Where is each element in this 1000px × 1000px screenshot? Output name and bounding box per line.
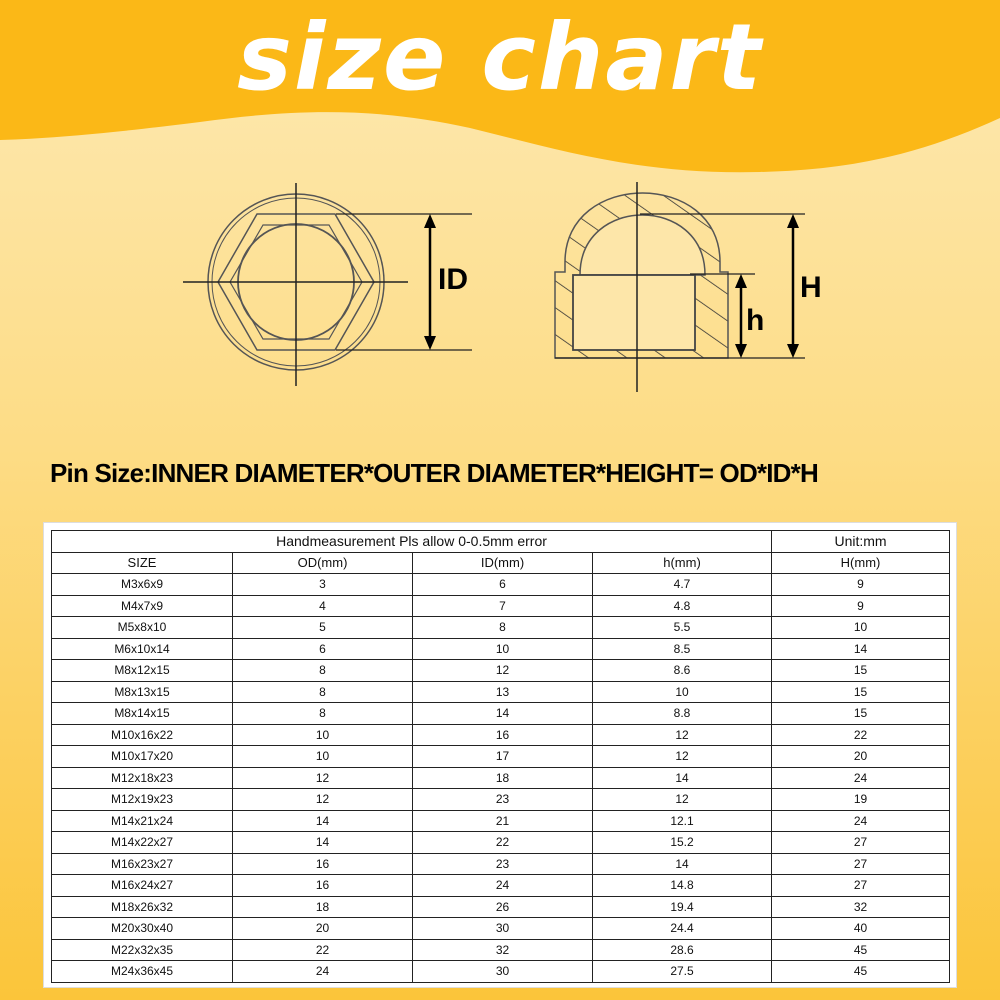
cell-h-small: 14 [593,853,772,875]
cell-id: 26 [413,896,593,918]
cell-id: 23 [413,789,593,811]
cell-h-small: 4.7 [593,574,772,596]
col-h-small: h(mm) [593,552,772,574]
cell-od: 16 [233,875,413,897]
cell-od: 5 [233,617,413,639]
cell-id: 12 [413,660,593,682]
col-size: SIZE [52,552,233,574]
cell-H-large: 45 [772,939,950,961]
cell-od: 10 [233,746,413,768]
cell-h-small: 8.6 [593,660,772,682]
table-row [52,703,950,725]
cell-h-small: 4.8 [593,595,772,617]
cell-H-large: 20 [772,746,950,768]
cell-h-small: 15.2 [593,832,772,854]
pin-size-heading: Pin Size:INNER DIAMETER*OUTER DIAMETER*HEIGHT= OD*ID*H [50,458,818,488]
banner [0,0,1000,200]
cell-h-small: 5.5 [593,617,772,639]
table-row [52,939,950,961]
cell-h-small: 12 [593,724,772,746]
cell-od: 8 [233,660,413,682]
cell-od: 18 [233,896,413,918]
cell-H-large: 32 [772,896,950,918]
cell-id: 16 [413,724,593,746]
cell-H-large: 14 [772,638,950,660]
cell-size: M10x16x22 [52,724,233,746]
table-row [52,660,950,682]
table-row [52,896,950,918]
cell-H-large: 27 [772,853,950,875]
top-view [183,183,472,386]
table-row [52,961,950,983]
cell-h-small: 14 [593,767,772,789]
table-row [52,875,950,897]
cell-od: 14 [233,832,413,854]
cell-size: M22x32x35 [52,939,233,961]
cell-od: 24 [233,961,413,983]
cell-size: M8x12x15 [52,660,233,682]
cell-H-large: 15 [772,660,950,682]
cell-H-large: 40 [772,918,950,940]
cell-h-small: 12 [593,746,772,768]
table-row [52,724,950,746]
table-row [52,918,950,940]
table-row [52,746,950,768]
cell-H-large: 9 [772,595,950,617]
cell-size: M8x13x15 [52,681,233,703]
cell-H-large: 9 [772,574,950,596]
cell-size: M10x17x20 [52,746,233,768]
cell-od: 10 [233,724,413,746]
cell-h-small: 27.5 [593,961,772,983]
cell-H-large: 27 [772,875,950,897]
cell-size: M16x24x27 [52,875,233,897]
cell-size: M16x23x27 [52,853,233,875]
cell-id: 22 [413,832,593,854]
cell-H-large: 15 [772,681,950,703]
cell-od: 6 [233,638,413,660]
cell-H-large: 45 [772,961,950,983]
cell-id: 10 [413,638,593,660]
cell-id: 21 [413,810,593,832]
table-row [52,767,950,789]
cell-id: 6 [413,574,593,596]
table-row [52,574,950,596]
col-id: ID(mm) [413,552,593,574]
cell-h-small: 24.4 [593,918,772,940]
cell-od: 4 [233,595,413,617]
cell-size: M20x30x40 [52,918,233,940]
cell-h-small: 8.5 [593,638,772,660]
table-header-row [52,552,950,574]
cell-H-large: 10 [772,617,950,639]
table-row [52,595,950,617]
cell-H-large: 15 [772,703,950,725]
cell-h-small: 19.4 [593,896,772,918]
cell-h-small: 28.6 [593,939,772,961]
table-row [52,810,950,832]
cell-H-large: 24 [772,767,950,789]
cell-h-small: 12.1 [593,810,772,832]
cell-id: 18 [413,767,593,789]
cell-id: 14 [413,703,593,725]
cell-od: 22 [233,939,413,961]
cell-id: 24 [413,875,593,897]
cell-size: M12x18x23 [52,767,233,789]
cell-od: 12 [233,767,413,789]
cell-size: M6x10x14 [52,638,233,660]
cell-size: M18x26x32 [52,896,233,918]
cell-H-large: 19 [772,789,950,811]
cell-size: M14x21x24 [52,810,233,832]
cell-size: M8x14x15 [52,703,233,725]
cell-id: 32 [413,939,593,961]
unit-label: Unit:mm [772,531,950,553]
cell-size: M3x6x9 [52,574,233,596]
cell-H-large: 22 [772,724,950,746]
cell-id: 8 [413,617,593,639]
cell-od: 16 [233,853,413,875]
cell-od: 8 [233,681,413,703]
nut-diagram [0,180,1000,400]
table-row [52,681,950,703]
table-row [52,789,950,811]
cell-h-small: 10 [593,681,772,703]
cell-h-small: 12 [593,789,772,811]
H-label: H [800,271,822,304]
cell-od: 8 [233,703,413,725]
side-view [555,182,805,392]
col-H-large: H(mm) [772,552,950,574]
cell-od: 12 [233,789,413,811]
cell-size: M5x8x10 [52,617,233,639]
cell-id: 30 [413,918,593,940]
cell-id: 13 [413,681,593,703]
table-row [52,638,950,660]
cell-id: 30 [413,961,593,983]
cell-id: 17 [413,746,593,768]
table-row [52,617,950,639]
cell-od: 14 [233,810,413,832]
table-note-row [52,531,950,553]
size-table [51,530,950,983]
cell-size: M4x7x9 [52,595,233,617]
cell-size: M14x22x27 [52,832,233,854]
banner-title: size chart [237,4,763,111]
cell-od: 3 [233,574,413,596]
cell-id: 23 [413,853,593,875]
cell-size: M24x36x45 [52,961,233,983]
cell-H-large: 24 [772,810,950,832]
size-table-panel [43,522,957,988]
col-od: OD(mm) [233,552,413,574]
id-label: ID [438,263,468,296]
error-note: Handmeasurement Pls allow 0-0.5mm error [52,531,772,553]
table-row [52,832,950,854]
table-row [52,853,950,875]
cell-od: 20 [233,918,413,940]
cell-size: M12x19x23 [52,789,233,811]
cell-h-small: 8.8 [593,703,772,725]
cell-id: 7 [413,595,593,617]
h-label: h [746,304,765,337]
cell-H-large: 27 [772,832,950,854]
cell-h-small: 14.8 [593,875,772,897]
